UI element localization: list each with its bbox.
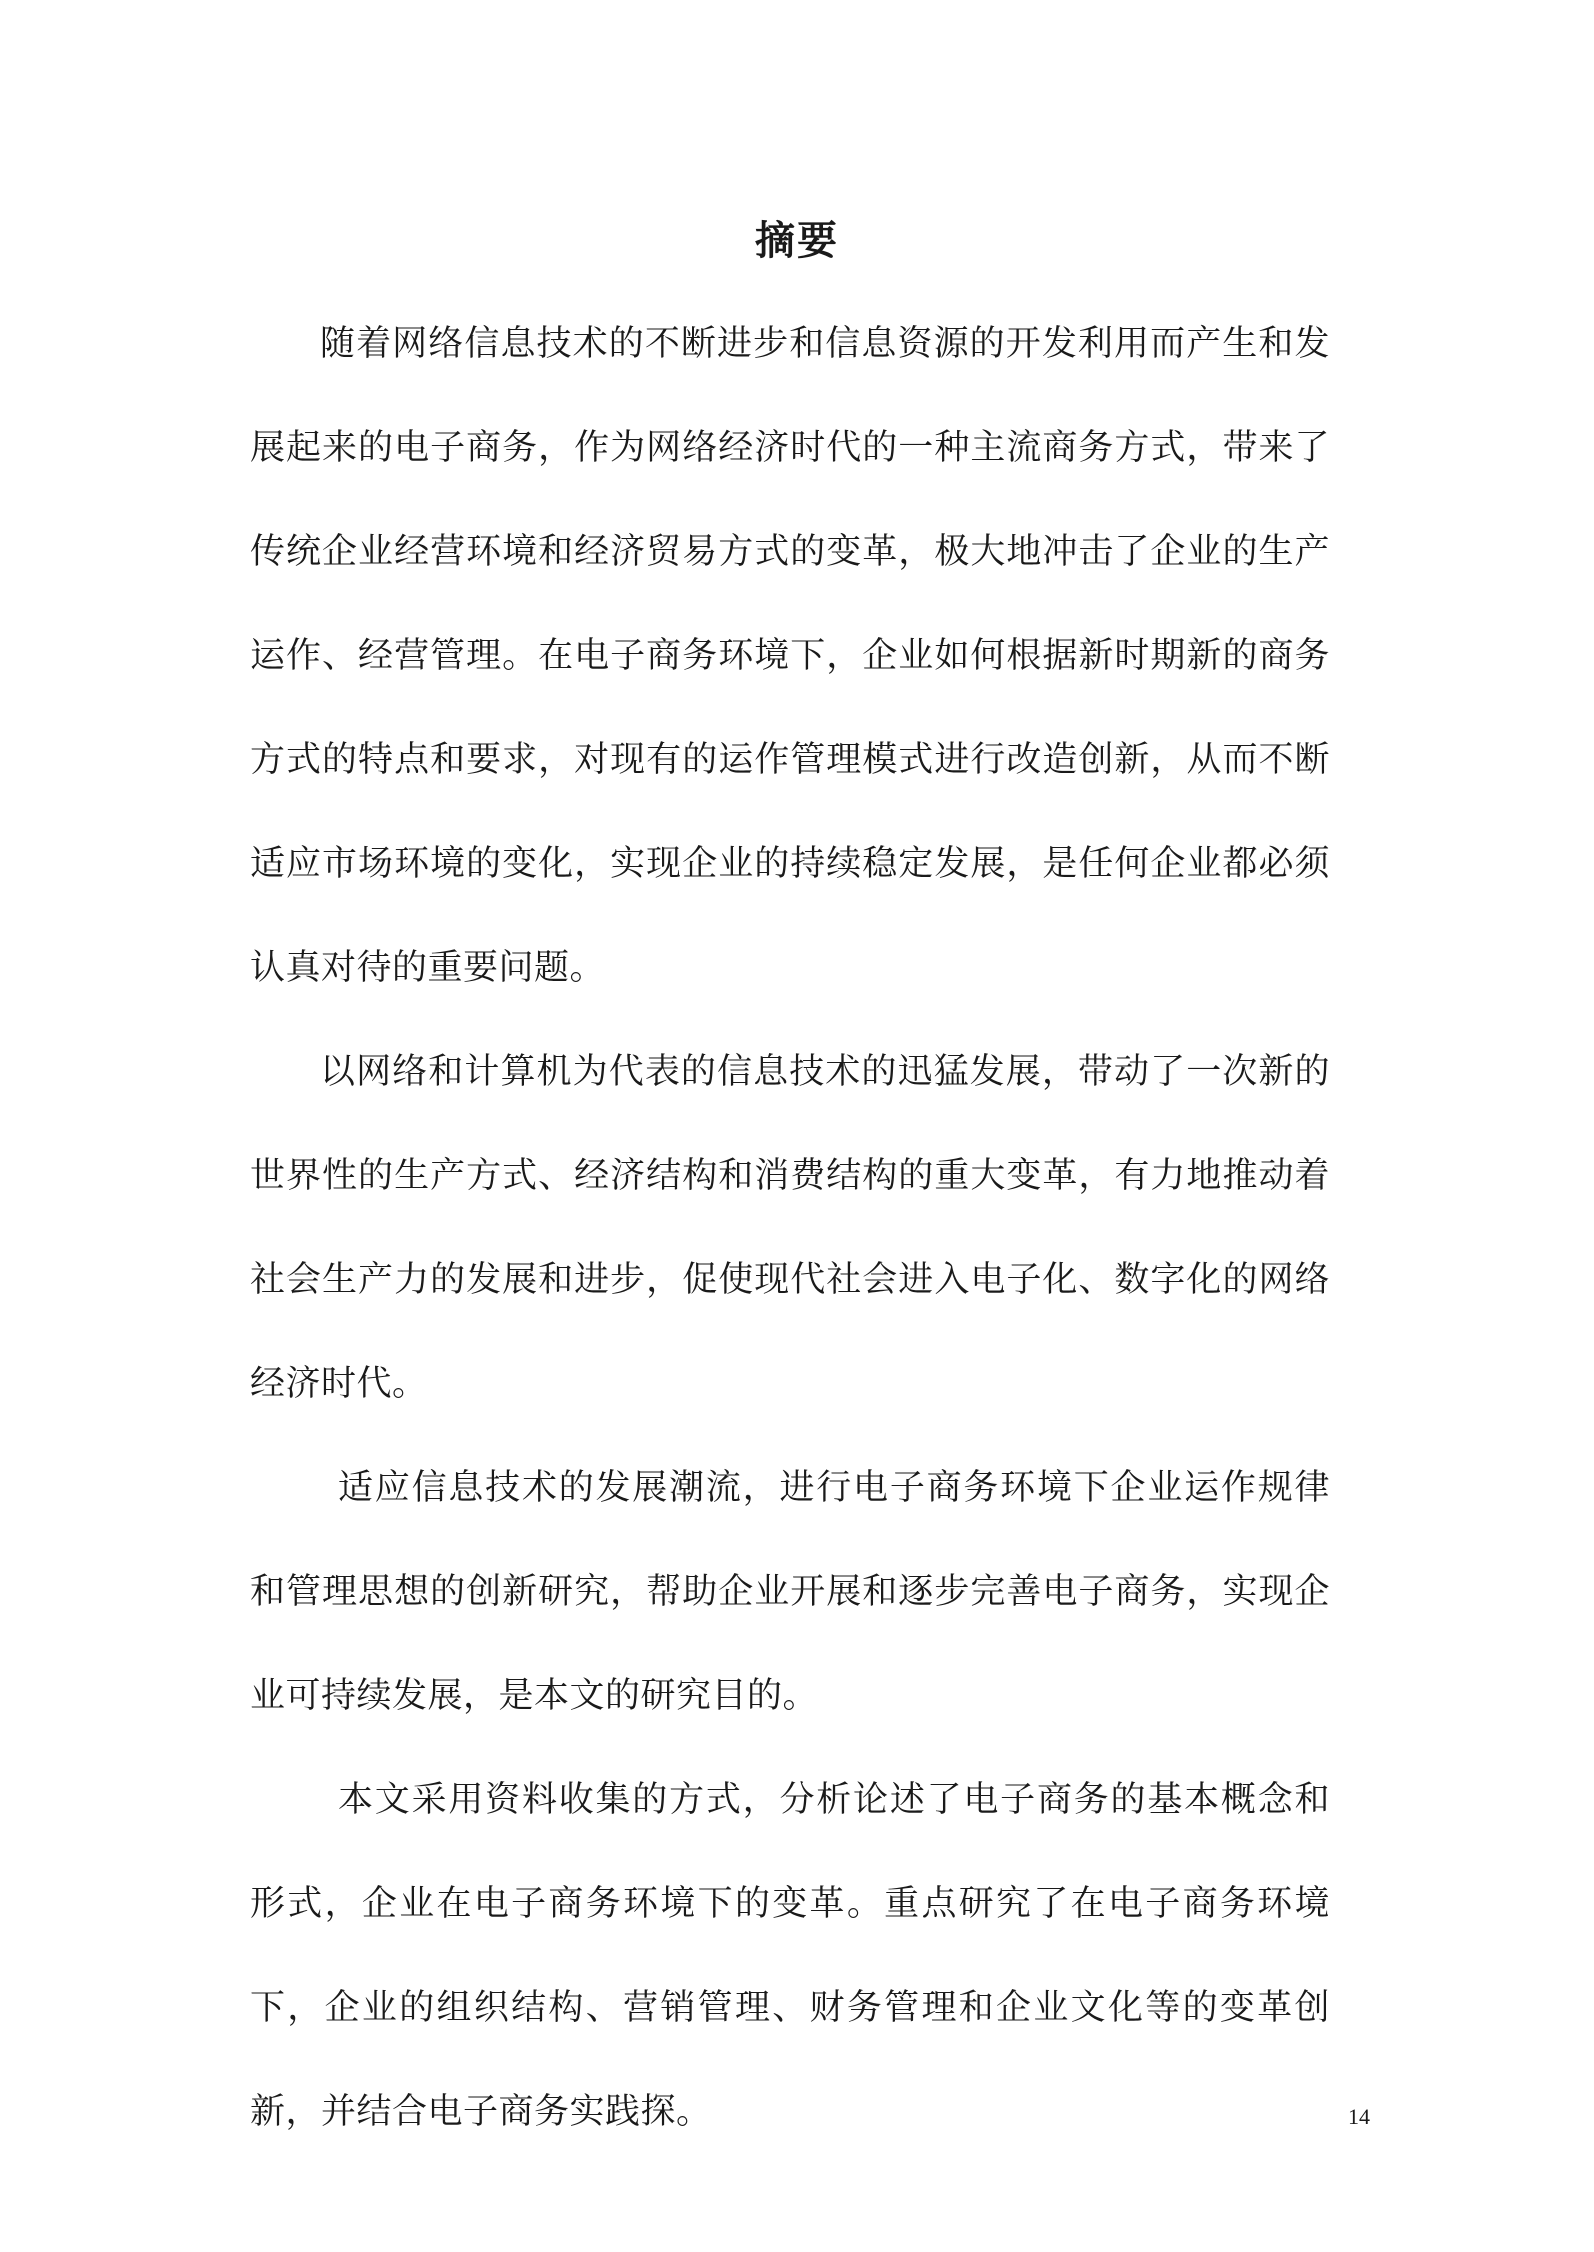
abstract-title: 摘要	[755, 218, 839, 264]
page-number: 14	[1348, 2104, 1370, 2129]
abstract-body	[250, 292, 1330, 2164]
paragraph-1: 随着网络信息技术的不断进步和信息资源的开发利用而产生和发展起来的电子商务，作为网络经济时代的一种主流商务方式，带来了传统企业经营环境和经济贸易方式的变革，极大地冲击了企业的生产运作、经营管理。在电子商务环境下，企业如何根据新时期新的商务方式的特点和要求，对现有的运作管理模式进行改造创新，从而不断适应市场环境的变化，实现企业的持续稳定发展，是任何企业都必须认真对待的重要问题。	[250, 324, 1330, 988]
paragraph-4: 本文采用资料收集的方式，分析论述了电子商务的基本概念和形式，企业在电子商务环境下的变革。重点研究了在电子商务环境下，企业的组织结构、营销管理、财务管理和企业文化等的变革创新，并结合电子商务实践探。	[250, 1780, 1330, 2132]
paragraph-2: 以网络和计算机为代表的信息技术的迅猛发展，带动了一次新的世界性的生产方式、经济结构和消费结构的重大变革，有力地推动着社会生产力的发展和进步，促使现代社会进入电子化、数字化的网络经济时代。	[250, 1052, 1330, 1404]
paragraph-3: 适应信息技术的发展潮流，进行电子商务环境下企业运作规律和管理思想的创新研究，帮助企业开展和逐步完善电子商务，实现企业可持续发展，是本文的研究目的。	[250, 1468, 1330, 1716]
